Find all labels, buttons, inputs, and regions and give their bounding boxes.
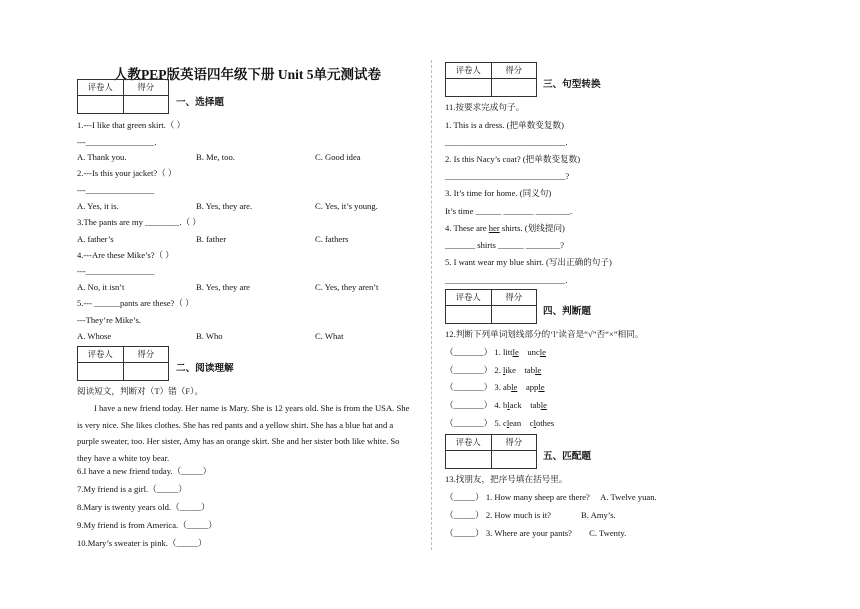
judge-blank[interactable]: （_______） 4. <box>445 400 504 410</box>
transform-line-4[interactable]: _______ shirts ______ ________? <box>445 240 565 250</box>
q4-option-c[interactable]: C. Yes, they aren’t <box>315 282 379 292</box>
q8[interactable]: 8.Mary is twenty years old.（_____） <box>77 502 210 512</box>
match-row-1[interactable]: （_____） 1. How many sheep are there? A. Twelve yuan. <box>445 492 657 502</box>
score-label: 得分 <box>491 63 537 78</box>
q2-option-c[interactable]: C. Yes, it’s young. <box>315 201 378 211</box>
q7[interactable]: 7.My friend is a girl.（_____） <box>77 484 187 494</box>
word-2: clothes <box>529 418 555 428</box>
grader-cell[interactable] <box>446 451 491 468</box>
score-label: 得分 <box>123 80 169 95</box>
judge-blank[interactable]: （_______） 2. <box>445 365 504 375</box>
reading-passage: I have a new friend today. Her name is Mary. She is 12 years old. She is from the USA. She is very nice. She likes clothes. She has red pants and a yellow shirt. She has a blue hat and a purple sweater, too. Her sister, Amy has an orange skirt. She and her sister both like white. So they have a white toy bear. <box>77 403 410 463</box>
score-table-2 <box>77 346 169 381</box>
score-table-5 <box>445 434 537 469</box>
q5-option-b[interactable]: B. Who <box>196 331 223 341</box>
transform-line-5[interactable]: ____________________________. <box>445 275 568 285</box>
match-row-2[interactable]: （_____） 2. How much is it? B. Amy’s. <box>445 510 616 520</box>
grader-cell[interactable] <box>446 306 491 323</box>
transform-item-1: 1. This is a dress. (把单数变复数) <box>445 120 564 130</box>
judge-item[interactable] <box>445 347 546 358</box>
q4-option-b[interactable]: B. Yes, they are <box>196 282 250 292</box>
score-label: 得分 <box>491 290 537 305</box>
score-cell[interactable] <box>491 306 537 323</box>
word-2: uncle <box>527 347 546 357</box>
column-divider <box>431 60 432 550</box>
reading-instruction: 阅读短文，判断对（T）错（F）。 <box>77 386 204 396</box>
word-1: able <box>503 382 518 392</box>
q3-option-b[interactable]: B. father <box>196 234 227 244</box>
judge-blank[interactable]: （_______） 3. <box>445 382 504 392</box>
grader-label: 评卷人 <box>455 438 481 447</box>
match-instruction: 13.找朋友，把序号填在括号里。 <box>445 474 568 484</box>
q1-stem: 1.---I like that green skirt.（ ） <box>77 120 186 130</box>
score-label: 得分 <box>491 435 537 450</box>
q2-stem: 2.---Is this your jacket?（ ） <box>77 168 177 178</box>
q2-answer-line[interactable]: ---________________ <box>77 185 155 195</box>
q1-option-c[interactable]: C. Good idea <box>315 152 361 162</box>
q3-option-c[interactable]: C. fathers <box>315 234 349 244</box>
section-heading-judge: 四、判断题 <box>543 306 591 317</box>
word-1: black <box>503 400 522 410</box>
q4-answer-line[interactable]: ---________________ <box>77 266 155 276</box>
grader-cell[interactable] <box>446 79 491 96</box>
score-table-4 <box>445 289 537 324</box>
section-heading-choice: 一、选择题 <box>176 97 224 108</box>
q4-stem: 4.---Are these Mike’s?（ ） <box>77 250 174 260</box>
q2-option-a[interactable]: A. Yes, it is. <box>77 201 119 211</box>
q3-option-a[interactable]: A. father’s <box>77 234 114 244</box>
transform-item-2: 2. Is this Nacy’s coat? (把单数变复数) <box>445 154 581 164</box>
transform-line-2[interactable]: ____________________________? <box>445 171 570 181</box>
score-label: 得分 <box>123 347 169 362</box>
transform-line-3[interactable]: It’s time ______ _______ ________. <box>445 206 573 216</box>
match-row-3[interactable]: （_____） 3. Where are your pants? C. Twenty. <box>445 528 627 538</box>
grader-label: 评卷人 <box>87 83 113 92</box>
q4-option-a[interactable]: A. No, it isn’t <box>77 282 125 292</box>
grader-label: 评卷人 <box>455 293 481 302</box>
word-2: table <box>530 400 547 410</box>
page-title: 人教PEP版英语四年级下册 Unit 5单元测试卷 <box>114 67 382 82</box>
word-2: apple <box>525 382 545 392</box>
q2-option-b[interactable]: B. Yes, they are. <box>196 201 253 211</box>
section-heading-match: 五、匹配题 <box>543 451 591 462</box>
q3-stem: 3.The pants are my ________.（ ） <box>77 217 201 227</box>
judge-item[interactable] <box>445 365 541 376</box>
transform-line-1[interactable]: ____________________________. <box>445 137 568 147</box>
judge-item[interactable] <box>445 400 547 411</box>
grader-label: 评卷人 <box>455 66 481 75</box>
transform-item-5: 5. I want wear my blue shirt. (写出正确的句子) <box>445 257 612 267</box>
grader-label: 评卷人 <box>87 350 113 359</box>
transform-item-3: 3. It’s time for home. (同义句) <box>445 188 552 198</box>
underlined-word: her <box>488 223 500 233</box>
score-cell[interactable] <box>123 363 169 380</box>
word-2: table <box>524 365 542 375</box>
score-cell[interactable] <box>123 96 169 113</box>
judge-item[interactable] <box>445 382 545 393</box>
transform-item-4 <box>445 223 565 234</box>
grader-cell[interactable] <box>78 363 123 380</box>
q5-option-c[interactable]: C. What <box>315 331 344 341</box>
word-1: like <box>503 365 516 375</box>
score-table-3 <box>445 62 537 97</box>
q10[interactable]: 10.Mary’s sweater is pink.（_____） <box>77 538 207 548</box>
judge-blank[interactable]: （_______） 1. <box>445 347 504 357</box>
transform-item-4-post: shirts. (划线提问) <box>499 223 565 233</box>
q6[interactable]: 6.I have a new friend today.（_____） <box>77 466 212 476</box>
section-heading-reading: 二、阅读理解 <box>176 363 234 374</box>
word-1: little <box>503 347 519 357</box>
judge-item[interactable] <box>445 418 554 429</box>
q1-option-b[interactable]: B. Me, too. <box>196 152 235 162</box>
score-cell[interactable] <box>491 79 537 96</box>
q9[interactable]: 9.My friend is from America.（_____） <box>77 520 217 530</box>
q1-option-a[interactable]: A. Thank you. <box>77 152 127 162</box>
q1-answer-line[interactable]: ---________________. <box>77 137 157 147</box>
q5-stem: 5.--- ______pants are these?（ ） <box>77 298 194 308</box>
section-heading-transform: 三、句型转换 <box>543 79 601 90</box>
word-1: clean <box>503 418 522 428</box>
transform-item-4-pre: 4. These are <box>445 223 489 233</box>
judge-instruction: 12.判断下列单词划线部分的‘l’读音是“√”否“×”相同。 <box>445 329 644 339</box>
score-cell[interactable] <box>491 451 537 468</box>
judge-blank[interactable]: （_______） 5. <box>445 418 504 428</box>
q5-option-a[interactable]: A. Whose <box>77 331 112 341</box>
score-table-1 <box>77 79 169 114</box>
grader-cell[interactable] <box>78 96 123 113</box>
transform-instruction: 11.按要求完成句子。 <box>445 102 525 112</box>
q5-answer-line: ---They’re Mike’s. <box>77 315 141 325</box>
